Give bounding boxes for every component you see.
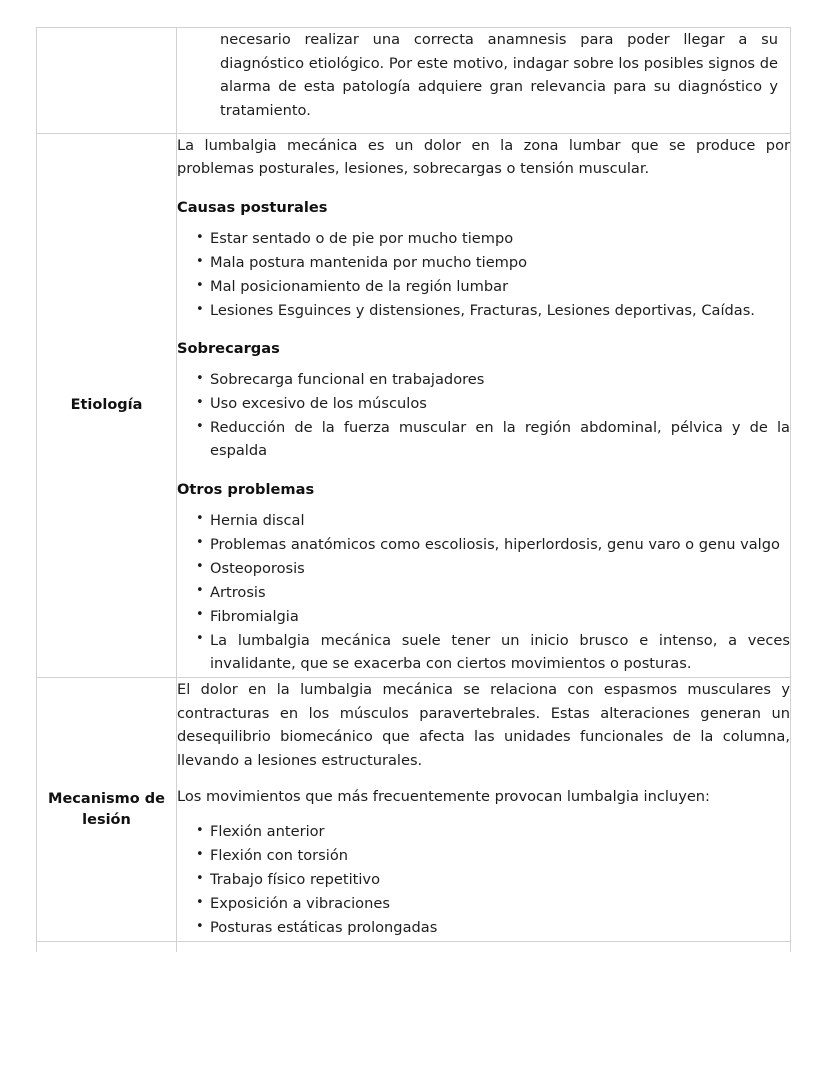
list-item: • Osteoporosis bbox=[210, 557, 790, 580]
body-subheading: Sobrecargas bbox=[177, 340, 280, 358]
list-item: • Sobrecarga funcional en trabajadores bbox=[210, 368, 790, 391]
bullet-list bbox=[177, 368, 790, 462]
body-paragraph: Los movimientos que más frecuentemente provocan lumbalgia incluyen: bbox=[177, 787, 710, 805]
list-item: • Posturas estáticas prolongadas bbox=[210, 916, 790, 939]
list-item: • Lesiones Esguinces y distensiones, Fracturas, Lesiones deportivas, Caídas. bbox=[210, 299, 790, 322]
list-item: • Exposición a vibraciones bbox=[210, 892, 790, 915]
table-row bbox=[37, 678, 791, 942]
clinical-reference-table bbox=[36, 27, 791, 952]
list-item: • Flexión con torsión bbox=[210, 844, 790, 867]
list-item: • Trabajo físico repetitivo bbox=[210, 868, 790, 891]
list-item: • La lumbalgia mecánica suele tener un inicio brusco e intenso, a veces invalidante, que se exacerba con ciertos movimientos o posturas. bbox=[210, 629, 790, 675]
list-item: • Mala postura mantenida por mucho tiempo bbox=[210, 251, 790, 274]
list-item: • Fibromialgia bbox=[210, 605, 790, 628]
row-label: Etiología bbox=[70, 396, 143, 413]
list-item: • Mal posicionamiento de la región lumbar bbox=[210, 275, 790, 298]
body-paragraph: La lumbalgia mecánica es un dolor en la zona lumbar que se produce por problemas posturales, lesiones, sobrecargas o tensión muscular. bbox=[177, 136, 790, 178]
bullet-list bbox=[177, 509, 790, 675]
body-paragraph: necesario realizar una correcta anamnesis para poder llegar a su diagnóstico etiológico. Por este motivo, indagar sobre los posibles signos de alarma de esta patología adquiere gran relevancia para su diagnóstico y tratamiento. bbox=[220, 31, 778, 119]
row-content-cell bbox=[177, 28, 791, 134]
list-item: • Uso excesivo de los músculos bbox=[210, 392, 790, 415]
table-body bbox=[37, 28, 791, 952]
body-paragraph: El dolor en la lumbalgia mecánica se relaciona con espasmos musculares y contracturas en los músculos paravertebrales. Estas alteraciones generan un desequilibrio biomecánico que afecta las unidades funcionales de la columna, llevando a lesiones estructurales. bbox=[177, 681, 790, 769]
body-subheading: Causas posturales bbox=[177, 198, 328, 216]
row-label-cell bbox=[37, 28, 177, 134]
table-row bbox=[37, 942, 791, 952]
row-label-cell bbox=[37, 942, 177, 952]
row-label: Mecanismo de lesión bbox=[48, 790, 165, 828]
list-item: • Hernia discal bbox=[210, 509, 790, 532]
table-row bbox=[37, 133, 791, 677]
list-item: • Flexión anterior bbox=[210, 820, 790, 843]
row-content-cell bbox=[177, 678, 791, 942]
list-item: • Reducción de la fuerza muscular en la región abdominal, pélvica y de la espalda bbox=[210, 416, 790, 462]
body-subheading: Otros problemas bbox=[177, 480, 315, 498]
table-row bbox=[37, 28, 791, 134]
list-item: • Artrosis bbox=[210, 581, 790, 604]
row-label-cell bbox=[37, 678, 177, 942]
bullet-list bbox=[177, 227, 790, 322]
row-content-cell bbox=[177, 942, 791, 952]
row-label-cell bbox=[37, 133, 177, 677]
list-item: • Problemas anatómicos como escoliosis, hiperlordosis, genu varo o genu valgo bbox=[210, 533, 790, 556]
bullet-list bbox=[177, 820, 790, 939]
list-item: • Estar sentado o de pie por mucho tiempo bbox=[210, 227, 790, 250]
row-content-cell bbox=[177, 133, 791, 677]
